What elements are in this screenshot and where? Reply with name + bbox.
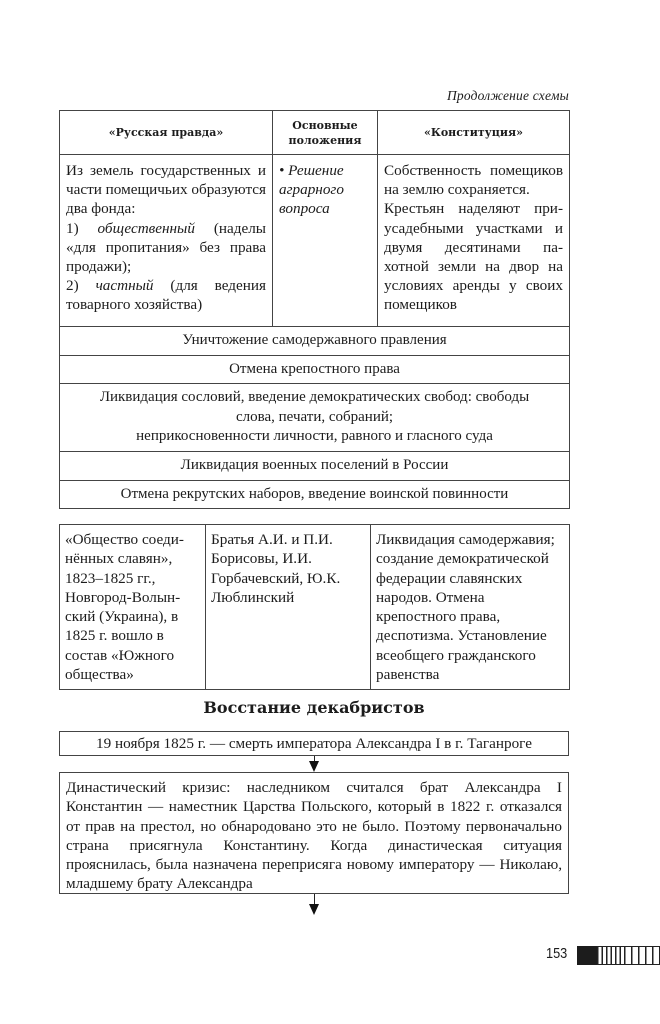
- shared-provision-military-settlements: Ликвидация военных поселений в России: [60, 452, 570, 481]
- rp-item2-num: 2): [66, 277, 96, 295]
- cell-russkaya-pravda-agrarian: [60, 155, 273, 327]
- konst-p1: Собственность помещиков на землю сохраняется.: [384, 162, 563, 199]
- header-main-provisions: Основные положения: [273, 111, 378, 155]
- rp-item2-term: частный: [95, 277, 154, 295]
- event-box-death-of-alexander: 19 ноября 1825 г. — смерть императора Александра I в г. Таганроге: [59, 731, 569, 756]
- arrow-down-icon: [309, 756, 319, 772]
- section-title: Восстание декабристов: [203, 698, 425, 717]
- rp-item1-term: общественный: [97, 219, 195, 237]
- rp-item1-num: 1): [66, 219, 98, 237]
- freedoms-line-3: неприкосновенности личности, равного и гласного суда: [136, 428, 493, 444]
- comparison-table: [59, 110, 570, 509]
- table-row-shared: [60, 452, 570, 481]
- page-edge-bar-decoration: [577, 946, 660, 965]
- freedoms-line-2: слова, печати, собраний;: [235, 408, 394, 425]
- rp-intro: Из земель государственных и части помещичьих образуются два фонда:: [66, 162, 266, 218]
- page-number: 153: [546, 945, 568, 962]
- cell-organization: «Общество соединённых славян», 1823–1825 гг., Новгород-Волынский (Украина), в 1825 г. вошло в состав «Южного общества»: [60, 525, 206, 690]
- table-row-shared: [60, 384, 570, 452]
- arrow-down-icon: [309, 894, 319, 916]
- table-row-shared: [60, 355, 570, 384]
- header-konstitutsiya: «Конституция»: [378, 111, 570, 155]
- freedoms-line-1: Ликвидация сословий, введение демократических свобод: свободы: [99, 389, 530, 405]
- rp-item1-desc: (наделы «для пропитания» без права продажи);: [66, 219, 266, 276]
- table-row-shared: [60, 480, 570, 509]
- table-header-row: [60, 111, 570, 155]
- cell-goals: Ликвидация самодержавия; создание демократической федерации славянских народов. Отмена крепостного права, деспотизма. Установление всеобщего гражданского равенства: [371, 525, 570, 690]
- scheme-continuation-caption: Продолжение схемы: [446, 88, 569, 103]
- society-table: [59, 524, 570, 690]
- table-row-agrarian: [60, 155, 570, 327]
- rp-item2-desc: (для ведения товарного хозяйства): [66, 277, 267, 314]
- cell-provision-agrarian: • Решение аграрного вопроса: [273, 155, 378, 327]
- shared-provision-recruitment: Отмена рекрутских наборов, введение воинской повинности: [60, 480, 570, 509]
- konst-p2: Крестьян наделяют приусадебными участками и двумя десятинами пахотной земли на двор на условиях аренды у своих помещиков: [384, 200, 563, 314]
- header-russkaya-pravda: «Русская правда»: [60, 111, 273, 155]
- shared-provision-serfdom: Отмена крепостного права: [60, 355, 570, 384]
- event-box-dynastic-crisis: Династический кризис: наследником считался брат Александра I Константин — наместник Царства Польского, который в 1822 г. отказался от прав на престол, но обнародовано это не было. Поэтому первоначально страна присягнула Константину. Когда династическая ситуация прояснилась, была назначена переприсяга новому императору — Николаю, младшему брату Александра: [59, 772, 569, 894]
- table-row-united-slavs: [60, 525, 570, 690]
- cell-konstitutsiya-agrarian: [378, 155, 570, 327]
- table-row-shared: [60, 327, 570, 356]
- shared-provision-autocracy: Уничтожение самодержавного правления: [60, 327, 570, 356]
- cell-founders: Братья А.И. и П.И. Борисовы, И.И. Горбачевский, Ю.К. Люблинский: [206, 525, 371, 690]
- shared-provision-estates-freedoms: [60, 384, 570, 452]
